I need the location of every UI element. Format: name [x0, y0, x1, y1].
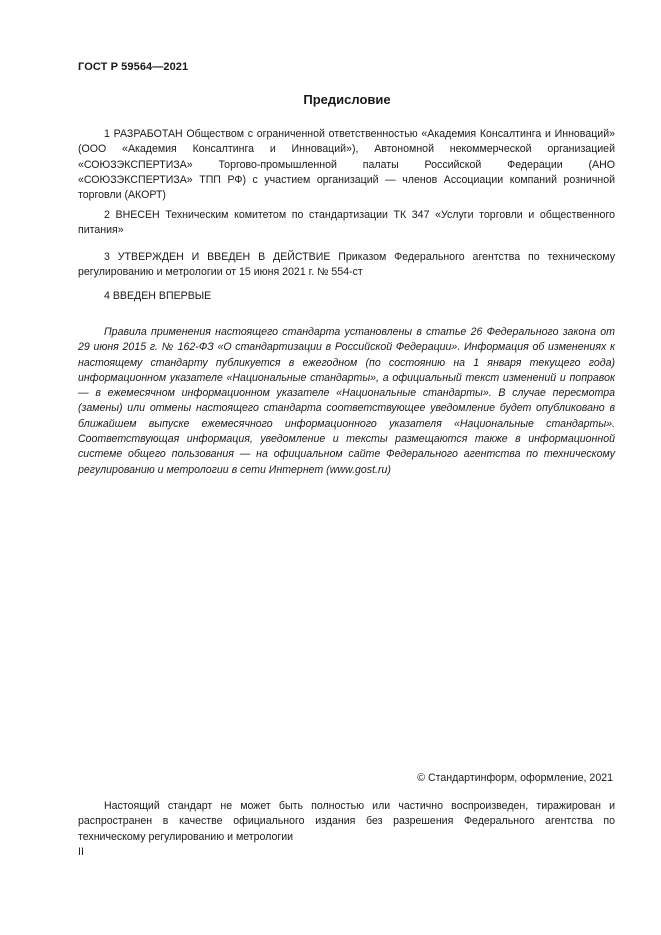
section-number: 4	[104, 290, 110, 302]
section-text: Обществом с ограниченной ответственностью «Академия Консалтинга и Инноваций» (ООО «Академия Консалтинга и Инноваций»), Автономной некоммерческой организацией «СОЮЗЭКСПЕРТИЗА» Торгово-промышленной палаты Российской Федерации (АНО «СОЮЗЭКСПЕРТИЗА» ТПП РФ) с участием организаций — членов Ассоциации компаний розничной торговли (АКОРТ)	[78, 128, 616, 202]
section-label: ВВЕДЕН ВПЕРВЫЕ	[112, 290, 212, 302]
section-2-introduced	[78, 208, 615, 239]
section-number: 1	[104, 128, 110, 140]
section-3-approved	[78, 250, 615, 281]
section-text: Приказом Федерального агентства по техническому регулированию и метрологии от 15 июня 2021 г. № 554-ст	[78, 251, 615, 279]
page-number: II	[78, 846, 84, 858]
page-title: Предисловие	[303, 92, 391, 107]
copyright-line: © Стандартинформ, оформление, 2021	[417, 772, 613, 784]
section-number: 3	[104, 251, 110, 263]
section-label: УТВЕРЖДЕН И ВВЕДЕН В ДЕЙСТВИЕ	[117, 251, 331, 263]
section-text: Техническим комитетом по стандартизации ТК 347 «Услуги торговли и общественного питания»	[78, 209, 615, 237]
section-1-developed	[78, 127, 615, 203]
section-4-first-introduced	[78, 289, 615, 304]
section-label: ВНЕСЕН	[115, 209, 160, 221]
section-number: 2	[104, 209, 110, 221]
rules-note: Правила применения настоящего стандарта установлены в статье 26 Федерального закона от 29 июня 2015 г. № 162-ФЗ «О стандартизации в Российской Федерации». Информация об изменениях к настоящему стандарту публикуется в ежегодном (по состоянию на 1 января текущего года) информационном указателе «Национальные стандарты», а официальный текст изменений и поправок — в ежемесячном информационном указателе «Национальные стандарты». В случае пересмотра (замены) или отмены настоящего стандарта соответствующее уведомление будет опубликовано в ближайшем выпуске ежемесячного информационного указателя «Национальные стандарты». Соответствующая информация, уведомление и тексты размещаются также в информационной системе общего пользования — на официальном сайте Федерального агентства по техническому регулированию и метрологии в сети Интернет (www.gost.ru)	[78, 326, 615, 476]
reproduction-note: Настоящий стандарт не может быть полностью или частично воспроизведен, тиражирован и распространен в качестве официального издания без разрешения Федерального агентства по техническому регулированию и метрологии	[78, 800, 615, 843]
document-code: ГОСТ Р 59564—2021	[78, 61, 189, 73]
section-label: РАЗРАБОТАН	[113, 128, 183, 140]
